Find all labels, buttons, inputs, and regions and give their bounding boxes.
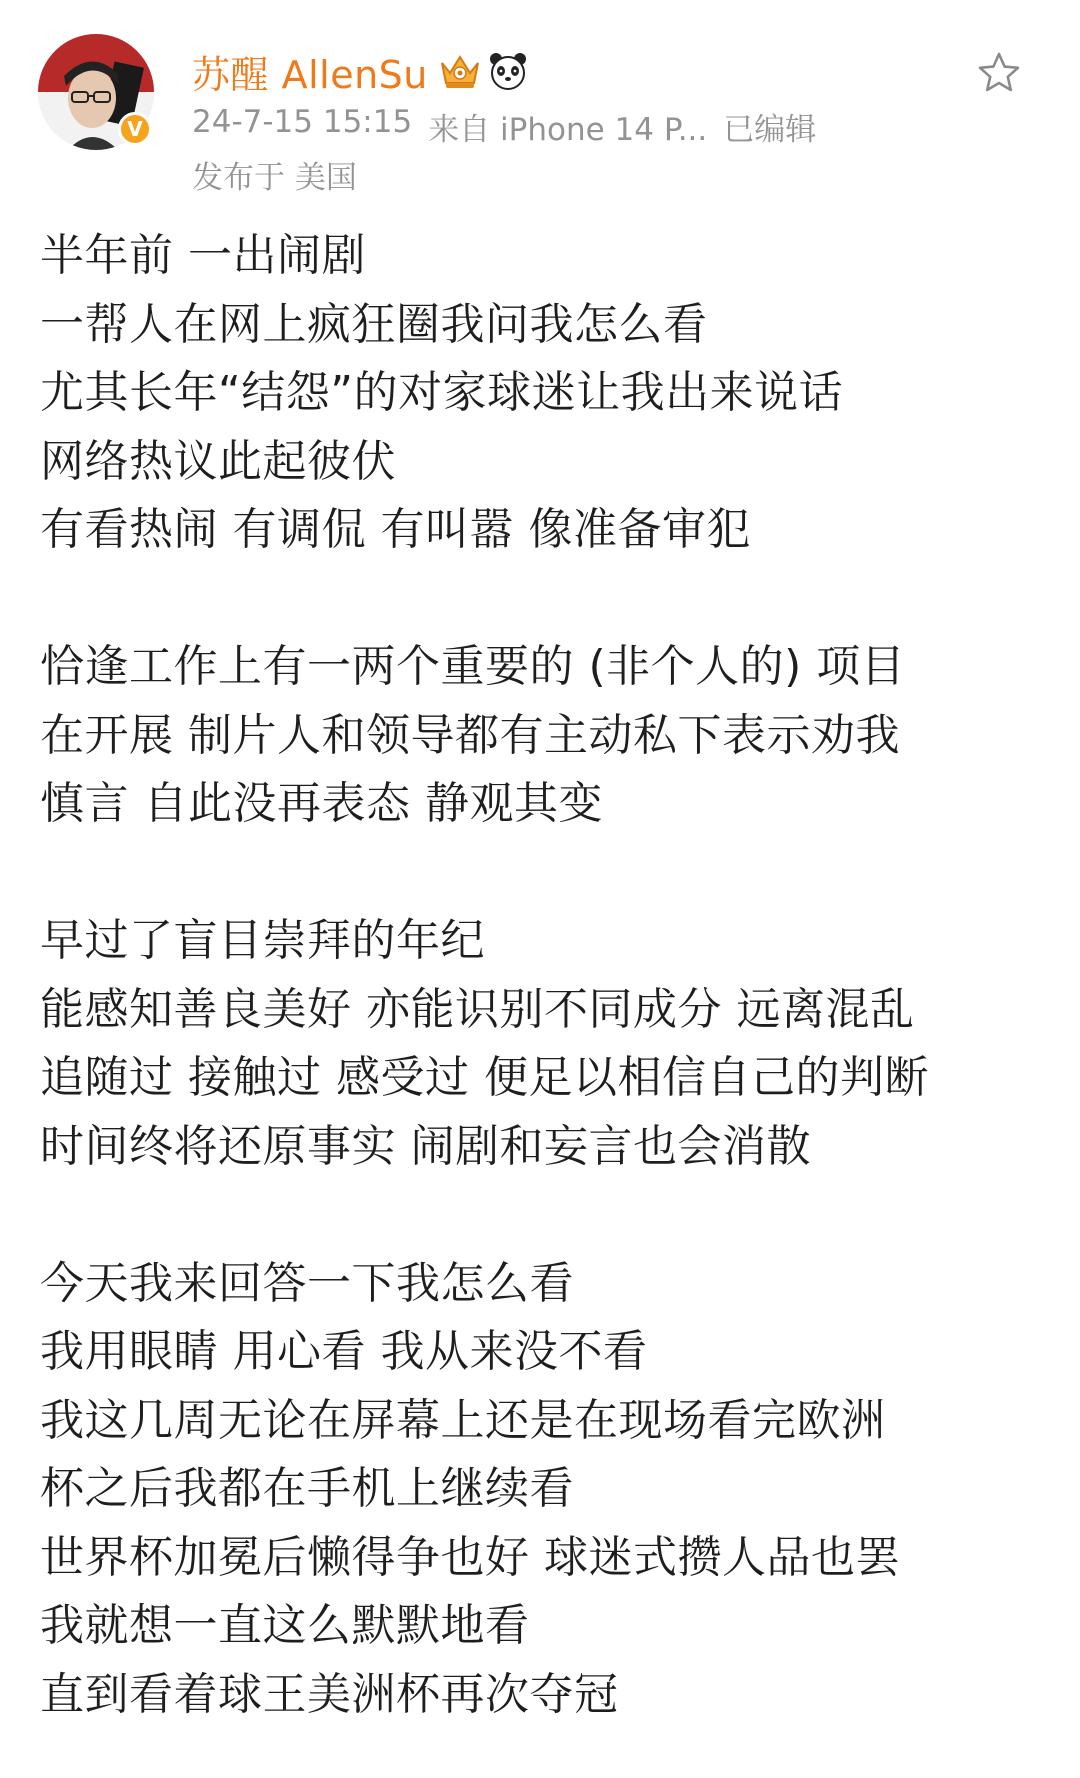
post-line: 我就想一直这么默默地看	[40, 1600, 530, 1651]
post-line: 在开展 制片人和领导都有主动私下表示劝我	[40, 709, 900, 761]
post-line: 早过了盲目崇拜的年纪	[40, 915, 485, 966]
verified-badge-icon: V	[118, 112, 152, 146]
user-name[interactable]: 苏醒 AllenSu	[192, 52, 428, 97]
name-row	[192, 46, 528, 96]
post-line: 直到看着球王美洲杯再次夺冠	[40, 1668, 619, 1720]
post-line: 能感知善良美好 亦能识别不同成分 远离混乱	[40, 983, 915, 1035]
edited-label[interactable]: 已编辑	[723, 112, 817, 148]
post-line: 今天我来回答一下我怎么看	[40, 1257, 574, 1309]
post-meta	[192, 104, 816, 149]
post-line: 恰逢工作上有一两个重要的 (非个人的) 项目	[40, 641, 906, 692]
post-source[interactable]: 来自 iPhone 14 P...	[428, 112, 708, 148]
post-line: 杯之后我都在手机上继续看	[40, 1463, 574, 1514]
post-line: 我用眼睛 用心看 我从来没不看	[40, 1326, 648, 1377]
post-line: 一帮人在网上疯狂圈我问我怎么看	[40, 298, 708, 350]
paragraph-spacer	[40, 839, 1050, 908]
post-location: 发布于 美国	[192, 160, 357, 196]
star-icon[interactable]	[976, 50, 1022, 96]
post-body	[40, 222, 1050, 1729]
post-line: 半年前 一出闹剧	[40, 230, 366, 281]
post-line: 尤其长年“结怨”的对家球迷让我出来说话	[40, 367, 844, 418]
post-line: 网络热议此起彼伏	[40, 435, 396, 487]
post-line: 世界杯加冕后懒得争也好 球迷式攒人品也罢	[40, 1531, 900, 1583]
post-line: 时间终将还原事实 闹剧和妄言也会消散	[40, 1120, 811, 1172]
paragraph-spacer	[40, 1181, 1050, 1250]
post-timestamp: 24-7-15 15:15	[192, 104, 413, 140]
post-line: 我这几周无论在屏幕上还是在现场看完欧洲	[40, 1394, 886, 1446]
panda-icon[interactable]	[488, 51, 528, 91]
crown-member-icon[interactable]	[438, 51, 482, 91]
post-line: 慎言 自此没再表态 静观其变	[40, 778, 603, 829]
paragraph-spacer	[40, 565, 1050, 634]
post-line: 追随过 接触过 感受过 便足以相信自己的判断	[40, 1052, 929, 1103]
avatar[interactable]	[38, 34, 154, 150]
post-line: 有看热闹 有调侃 有叫嚣 像准备审犯	[40, 504, 751, 555]
